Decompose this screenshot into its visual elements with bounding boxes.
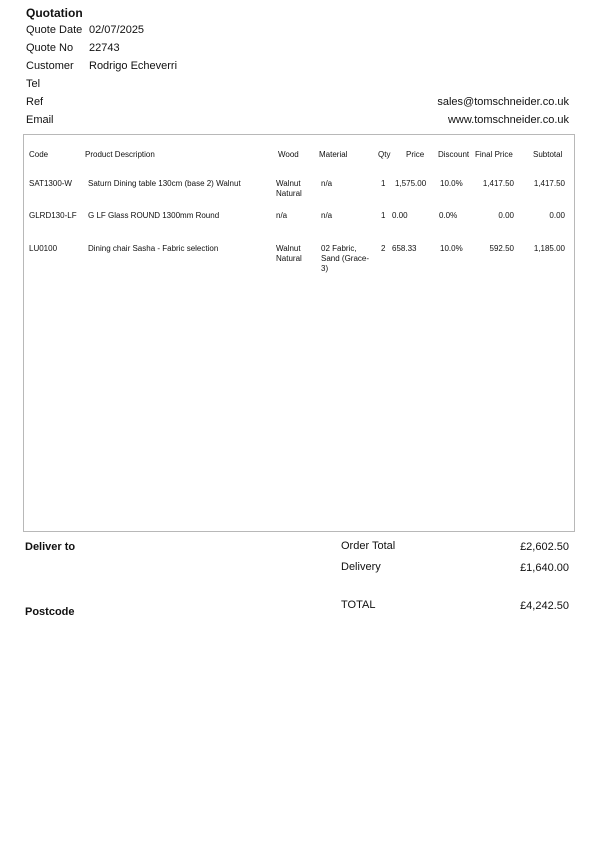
contact-website: www.tomschneider.co.uk bbox=[447, 114, 569, 126]
order-total-label: Order Total bbox=[341, 540, 396, 552]
cell-subtotal: 1,417.50 bbox=[533, 179, 565, 188]
total-value: £4,242.50 bbox=[520, 600, 569, 612]
cell-material: n/a bbox=[321, 211, 333, 220]
cell-qty: 1 bbox=[381, 211, 386, 220]
deliver-to-label: Deliver to bbox=[25, 541, 76, 553]
cell-discount: 10.0% bbox=[440, 244, 463, 253]
cell-code: SAT1300-W bbox=[29, 179, 72, 188]
delivery-label: Delivery bbox=[341, 561, 381, 573]
header-code: Code bbox=[29, 150, 49, 159]
cell-subtotal: 0.00 bbox=[549, 211, 565, 220]
cell-description: G LF Glass ROUND 1300mm Round bbox=[88, 211, 220, 220]
delivery-value: £1,640.00 bbox=[520, 562, 569, 574]
cell-subtotal: 1,185.00 bbox=[533, 244, 565, 253]
quote-date-value: 02/07/2025 bbox=[89, 24, 145, 36]
header-description: Product Description bbox=[85, 150, 155, 159]
postcode-label: Postcode bbox=[25, 606, 75, 618]
cell-final-price: 1,417.50 bbox=[482, 179, 514, 188]
cell-wood: Walnut Natural bbox=[276, 244, 302, 263]
cell-material: 02 Fabric, Sand (Grace- 3) bbox=[321, 244, 370, 273]
quotation-title: Quotation bbox=[26, 6, 83, 20]
quote-date-label: Quote Date bbox=[26, 24, 83, 36]
cell-discount: 10.0% bbox=[440, 179, 463, 188]
email-label: Email bbox=[26, 114, 54, 126]
header-price: Price bbox=[406, 150, 425, 159]
cell-price: 0.00 bbox=[392, 211, 408, 220]
cell-wood: Walnut Natural bbox=[276, 179, 302, 198]
cell-qty: 2 bbox=[381, 244, 386, 253]
cell-wood: n/a bbox=[276, 211, 288, 220]
order-total-value: £2,602.50 bbox=[520, 541, 569, 553]
customer-label: Customer bbox=[26, 60, 74, 72]
quote-no-value: 22743 bbox=[89, 42, 120, 54]
total-label: TOTAL bbox=[341, 599, 376, 611]
header-discount: Discount bbox=[438, 150, 470, 159]
header-qty: Qty bbox=[378, 150, 391, 159]
header-subtotal: Subtotal bbox=[533, 150, 563, 159]
header-material: Material bbox=[319, 150, 348, 159]
tel-label: Tel bbox=[26, 78, 41, 90]
cell-material: n/a bbox=[321, 179, 333, 188]
header-final-price: Final Price bbox=[475, 150, 513, 159]
cell-description: Saturn Dining table 130cm (base 2) Walnut bbox=[88, 179, 241, 188]
customer-value: Rodrigo Echeverri bbox=[89, 60, 178, 72]
cell-final-price: 0.00 bbox=[498, 211, 514, 220]
cell-final-price: 592.50 bbox=[489, 244, 514, 253]
cell-description: Dining chair Sasha - Fabric selection bbox=[88, 244, 219, 253]
cell-price: 658.33 bbox=[392, 244, 417, 253]
cell-price: 1,575.00 bbox=[395, 179, 427, 188]
cell-code: LU0100 bbox=[29, 244, 58, 253]
cell-discount: 0.0% bbox=[439, 211, 458, 220]
quote-no-label: Quote No bbox=[26, 42, 74, 54]
cell-code: GLRD130-LF bbox=[29, 211, 77, 220]
contact-email: sales@tomschneider.co.uk bbox=[437, 96, 569, 108]
header-wood: Wood bbox=[278, 150, 299, 159]
cell-qty: 1 bbox=[381, 179, 386, 188]
ref-label: Ref bbox=[26, 96, 44, 108]
